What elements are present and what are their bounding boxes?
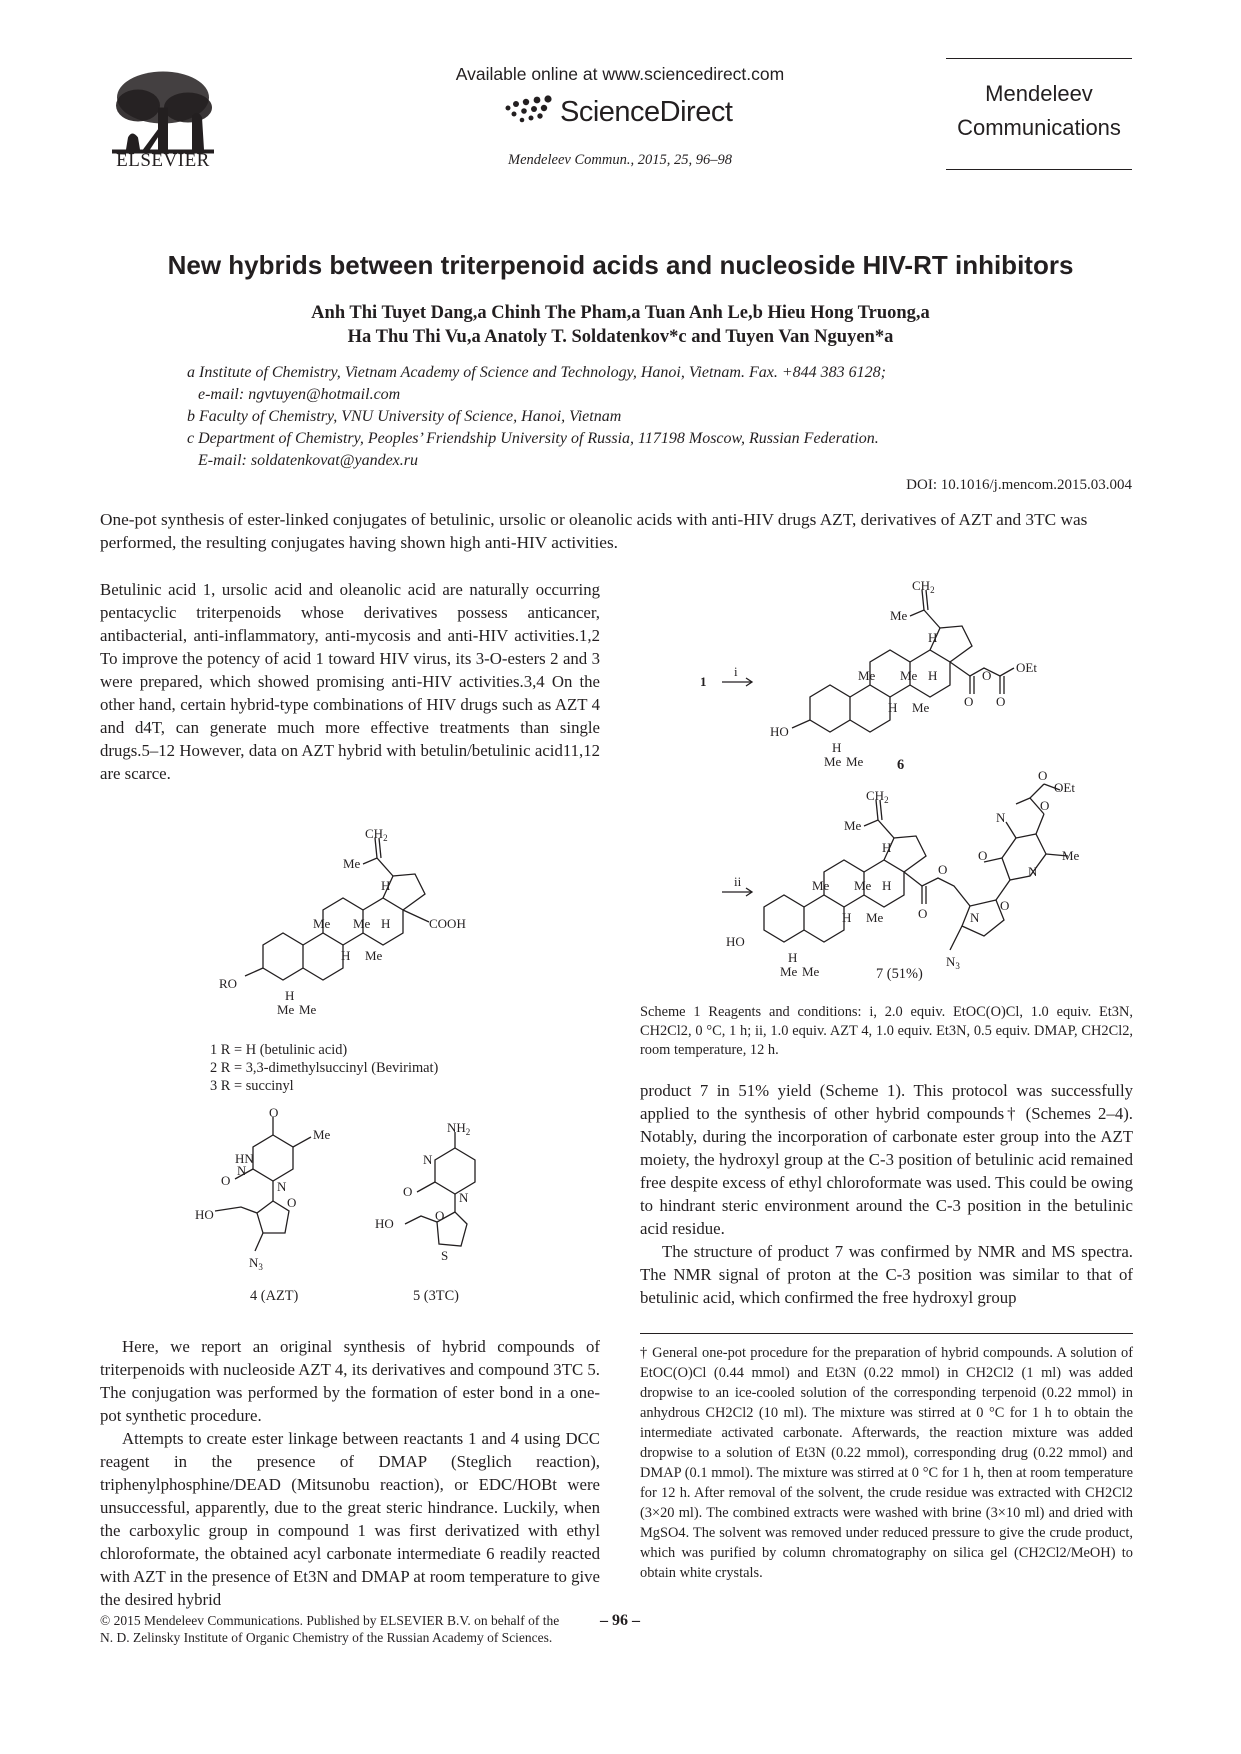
svg-text:1: 1	[700, 674, 707, 689]
svg-text:N3: $N_3$	[249, 1255, 263, 1272]
svg-text:Me: Me	[844, 818, 862, 833]
graphical-abstract-text: One-pot synthesis of ester-linked conjugates of betulinic, ursolic or oleanolic acids with anti-HIV drugs AZT, derivatives of AZT and 3TC was performed, the resulting conjugates having shown high anti-HIV activities.	[100, 510, 1088, 552]
svg-text:N: N	[423, 1152, 433, 1167]
svg-text:N: N	[237, 1163, 247, 1178]
svg-text:O: O	[1000, 898, 1010, 913]
authors-line-2: Ha Thu Thi Vu,a Anatoly T. Soldatenkov*c and Tuyen Van Nguyen*a	[347, 327, 894, 347]
svg-text:O: O	[221, 1173, 231, 1188]
svg-text:NH2: $NH_2$	[447, 1120, 471, 1137]
body-paragraph-1: Betulinic acid 1, ursolic acid and oleanolic acid are naturally occurring pentacyclic triterpenoids whose derivatives possess anticancer, antibacterial, anti-inflammatory, anti-mycosis and anti-HIV activities.1,2 To improve the potency of acid 1 toward HIV virus, its 3-O-esters 2 and 3 were prepared, which showed promising anti-HIV activities.3,4 On the other hand, certain hybrid-type combinations of HIV drugs such as AZT 4 and d4T, can generate much more effective treatments than single drugs.5–12 However, data on AZT hybrid with betulin/betulinic acid11,12 are scarce.	[100, 580, 600, 783]
svg-text:H: H	[285, 988, 295, 1003]
body-paragraph-2: Here, we report an original synthesis of hybrid compounds of triterpenoids with nucleoside AZT 4, its derivatives and compound 3TC 5. The conjugation was performed by the formation of ester bond in a one-pot synthetic procedure.	[100, 1337, 600, 1425]
authors-line-1: Anh Thi Tuyet Dang,a Chinh The Pham,a Tuan Anh Le,b Hieu Hong Truong,a	[311, 303, 930, 323]
svg-text:O: O	[435, 1208, 445, 1223]
svg-text:O: O	[1040, 798, 1050, 813]
svg-text:H: H	[832, 740, 842, 755]
body-right-column	[640, 1079, 1133, 1309]
svg-text:Me: Me	[858, 668, 876, 683]
compound-2-label: 2 R = 3,3-dimethylsuccinyl (Bevirimat)	[210, 1060, 439, 1076]
article-title: New hybrids between triterpenoid acids and nucleoside HIV-RT inhibitors	[167, 250, 1074, 280]
svg-text:O: O	[996, 694, 1006, 709]
compound-6-label: 6	[897, 757, 905, 773]
journal-name-line1: Mendeleev	[985, 81, 1093, 106]
svg-text:O: O	[964, 694, 974, 709]
body-paragraph-5: The structure of product 7 was confirmed by NMR and MS spectra. The NMR signal of proton at the C-3 position was similar to that of betulinic acid, which confirmed the free hydroxyl group	[640, 1242, 1133, 1307]
citation-text: Mendeleev Commun., 2015, 25, 96–98	[508, 152, 732, 168]
svg-text:O: O	[403, 1184, 413, 1199]
svg-text:Me: Me	[846, 754, 864, 769]
svg-text:HN: HN	[235, 1151, 254, 1166]
svg-text:Me: Me	[365, 948, 383, 963]
step-i-label: i	[734, 664, 738, 679]
svg-text:N: N	[970, 910, 980, 925]
affiliation-c-line1: c Department of Chemistry, Peoples’ Friendship University of Russia, 117198 Moscow, Russian Federation.	[187, 430, 879, 447]
compound-1-label: 1 R = H (betulinic acid)	[210, 1042, 348, 1058]
svg-text:OEt: OEt	[1016, 660, 1037, 675]
svg-text:CH2: $CH_2$	[866, 788, 889, 805]
page-number: – 96 –	[600, 1612, 640, 1629]
svg-text:HO: HO	[726, 934, 745, 949]
scheme-compound-6	[700, 580, 1140, 770]
svg-text:Me: Me	[900, 668, 918, 683]
svg-text:Me: Me	[313, 1127, 331, 1142]
svg-text:O: O	[978, 848, 988, 863]
affiliation-a-line1: a Institute of Chemistry, Vietnam Academy of Science and Technology, Hanoi, Vietnam. Fax. +844 383 6128;	[187, 364, 886, 381]
compound-7-label: 7 (51%)	[876, 966, 923, 982]
structure-3tc	[375, 1120, 515, 1290]
affiliation-c-line2: E-mail: soldatenkovat@yandex.ru	[198, 452, 418, 469]
svg-text:Me: Me	[824, 754, 842, 769]
step-ii-label: ii	[734, 874, 742, 889]
svg-text:Me: Me	[802, 964, 820, 979]
journal-citation	[420, 152, 820, 169]
svg-text:Me: Me	[1062, 848, 1080, 863]
svg-text:Me: Me	[854, 878, 872, 893]
svg-text:O: O	[269, 1105, 279, 1120]
svg-text:HO: HO	[375, 1216, 394, 1231]
svg-text:O: O	[982, 668, 992, 683]
svg-text:N: N	[1028, 864, 1038, 879]
svg-text:H: H	[842, 910, 852, 925]
svg-text:N: N	[277, 1179, 287, 1194]
compound-5-label: 5 (3TC)	[413, 1288, 459, 1304]
affiliation-a-line2: e-mail: ngvtuyen@hotmail.com	[198, 386, 401, 403]
svg-text:H: H	[341, 948, 351, 963]
svg-text:Me: Me	[299, 1002, 317, 1017]
svg-text:Me: Me	[812, 878, 830, 893]
structure-betulinic-acid	[215, 828, 495, 1028]
svg-text:O: O	[938, 862, 948, 877]
svg-text:Me: Me	[353, 916, 371, 931]
svg-text:O: O	[1038, 770, 1048, 783]
available-online-text: Available online at www.sciencedirect.com	[455, 64, 785, 84]
body-paragraph-3: Attempts to create ester linkage between reactants 1 and 4 using DCC reagent in the presence of DMAP (Steglich reaction), triphenylphosphine/DEAD (Mitsunobu reaction), or EDC/HOBt were unsuccessful, apparently, due to the great steric hindrance. Luckily, when the carboxylic group in compound 1 was first derivatized with ethyl chloroformate, the obtained acyl carbonate intermediate 6 readily reacted with AZT in the presence of Et3N and DMAP at room temperature to give the desired hybrid	[100, 1429, 600, 1609]
structure-azt	[195, 1105, 375, 1285]
compound-3-label: 3 R = succinyl	[210, 1078, 294, 1094]
svg-text:Me: Me	[780, 964, 798, 979]
svg-text:S: S	[441, 1248, 449, 1263]
affiliation-b: b Faculty of Chemistry, VNU University of Science, Hanoi, Vietnam	[187, 408, 622, 425]
svg-text:OEt: OEt	[1054, 780, 1075, 795]
svg-text:H: H	[381, 878, 391, 893]
svg-text:H: H	[381, 916, 391, 931]
svg-text:N: N	[996, 810, 1006, 825]
sciencedirect-brand: ScienceDirect	[560, 96, 733, 128]
svg-text:N: N	[459, 1190, 469, 1205]
svg-text:Me: Me	[313, 916, 331, 931]
svg-text:H: H	[928, 630, 938, 645]
svg-text:RO: RO	[219, 976, 238, 991]
svg-text:H: H	[888, 700, 898, 715]
svg-text:H: H	[788, 950, 798, 965]
svg-text:COOH: COOH	[429, 916, 466, 931]
svg-text:O: O	[287, 1195, 297, 1210]
svg-text:Me: Me	[866, 910, 884, 925]
sciencedirect-dots-icon	[500, 94, 560, 128]
svg-text:H: H	[882, 878, 892, 893]
scheme-1-caption: Scheme 1 Reagents and conditions: i, 2.0 equiv. EtOC(O)Cl, 1.0 equiv. Et3N, CH2Cl2, 0 °C, 1 h; ii, 1.0 equiv. AZT 4, 1.0 equiv. Et3N, 0.5 equiv. DMAP, CH2Cl2, room temperature, 12 h.	[640, 1004, 1133, 1058]
svg-text:CH2: $CH_2$	[912, 580, 935, 595]
copyright-notice: © 2015 Mendeleev Communications. Published by ELSEVIER B.V. on behalf of the N. D. Zelinsky Institute of Organic Chemistry of the Russian Academy of Sciences.	[100, 1613, 560, 1645]
footnote-general-procedure: † General one-pot procedure for the preparation of hybrid compounds. A solution of EtOC(O)Cl (0.44 mmol) and Et3N (0.22 mmol) in CH2Cl2 (1 ml) was added dropwise to an ice-cooled solution of the corresponding terpenoid (0.22 mmol) in anhydrous CH2Cl2 (10 ml). The mixture was stirred at 0 °C for 1 h to obtain the intermediate activated carbonate. Afterwards, the reaction mixture was added dropwise to a solution of Et3N (0.22 mmol), corresponding drug (0.22 mmol) and DMAP (0.1 mmol). The mixture was stirred at 0 °C for 1 h, then at room temperature for 12 h. After removal of the solvent, the crude residue was extracted with CH2Cl2 (3×20 ml). The combined extracts were washed with brine (3×10 ml) and dried with MgSO4. The solvent was removed under reduced pressure to give the crude product, which was purified by column chromatography on silica gel (CH2Cl2/MeOH) to obtain white crystals.	[640, 1345, 1133, 1581]
footnote-divider	[640, 1333, 1133, 1334]
svg-text:H: H	[882, 840, 892, 855]
compound-list-1-3	[210, 1041, 438, 1095]
svg-text:Me: Me	[343, 856, 361, 871]
scheme-compound-7	[700, 770, 1140, 990]
atom-label: $CH_2$	[365, 828, 388, 843]
body-paragraph-4: product 7 in 51% yield (Scheme 1). This protocol was successfully applied to the synthesis of other hybrid compounds† (Schemes 2–4). Notably, during the incorporation of carbonate ester group into the AZT moiety, the hydroxyl group at the C-3 position of betulinic acid remained free despite excess of ethyl chloroformate was used. This could be owing to hindrant steric environment around the C-3 position in the betulinic acid residue.	[640, 1081, 1133, 1238]
journal-name-line2: Communications	[957, 115, 1121, 140]
svg-text:H: H	[928, 668, 938, 683]
compound-4-label: 4 (AZT)	[250, 1288, 299, 1304]
publisher-name: ELSEVIER	[116, 150, 210, 171]
svg-text:Me: Me	[890, 608, 908, 623]
svg-text:Me: Me	[277, 1002, 295, 1017]
svg-text:HO: HO	[770, 724, 789, 739]
body-left-bottom	[100, 1335, 600, 1611]
svg-text:O: O	[918, 906, 928, 921]
svg-text:N3: $N_3$	[946, 954, 960, 971]
svg-text:HO: HO	[195, 1207, 214, 1222]
svg-text:Me: Me	[912, 700, 930, 715]
journal-name-box	[946, 58, 1132, 170]
doi[interactable]: DOI: 10.1016/j.mencom.2015.03.004	[906, 477, 1132, 493]
